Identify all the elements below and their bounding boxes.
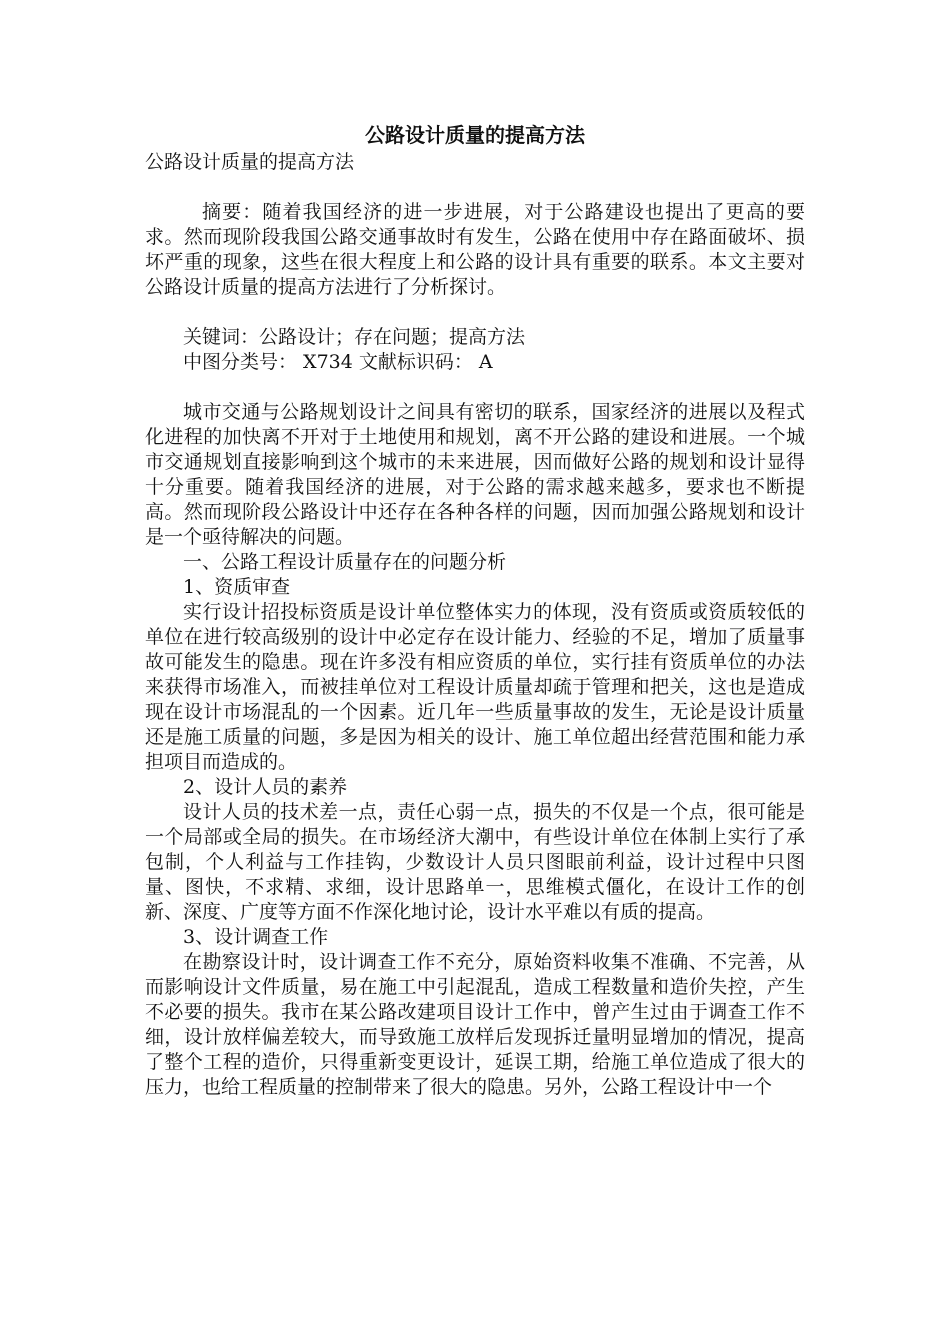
classification-line: 中图分类号： X734 文献标识码： A bbox=[183, 351, 493, 373]
subsection-body-3: 在勘察设计时，设计调查工作不充分，原始资料收集不准确、不完善，从而影响设计文件质量，易在施工中引起混乱，造成工程数量和造价失控，产生不必要的损失。我市在某公路改建项目设计工作中，曾产生过由于调查工作不细，设计放样偏差较大，而导致施工放样后发现拆迁量明显增加的情况，提高了整个工程的造价，只得重新变更设计，延误工期，给施工单位造成了很大的压力，也给工程质量的控制带来了很大的隐患。另外，公路工程设计中一个 bbox=[145, 951, 805, 1098]
abstract-paragraph: 摘要：随着我国经济的进一步进展，对于公路建设也提出了更高的要求。然而现阶段我国公路交通事故时有发生，公路在使用中存在路面破坏、损坏严重的现象，这些在很大程度上和公路的设计具有重要的联系。本文主要对公路设计质量的提高方法进行了分析探讨。 bbox=[145, 201, 805, 298]
section-heading-1: 一、公路工程设计质量存在的问题分析 bbox=[183, 551, 507, 573]
keywords-line: 关键词：公路设计；存在问题；提高方法 bbox=[183, 326, 526, 348]
subsection-body-2: 设计人员的技术差一点，责任心弱一点，损失的不仅是一个点，很可能是一个局部或全局的损失。在市场经济大潮中，有些设计单位在体制上实行了承包制，个人利益与工作挂钩，少数设计人员只图眼前利益，设计过程中只图量、图快，不求精、求细，设计思路单一，思维模式僵化，在设计工作的创新、深度、广度等方面不作深化地讨论，设计水平难以有质的提高。 bbox=[145, 801, 805, 923]
intro-paragraph: 城市交通与公路规划设计之间具有密切的联系，国家经济的进展以及程式化进程的加快离不开对于土地使用和规划，离不开公路的建设和进展。一个城市交通规划直接影响到这个城市的未来进展，因而做好公路的规划和设计显得十分重要。随着我国经济的进展，对于公路的需求越来越多，要求也不断提高。然而现阶段公路设计中还存在各种各样的问题，因而加强公路规划和设计是一个亟待解决的问题。 bbox=[145, 401, 805, 548]
document-subtitle: 公路设计质量的提高方法 bbox=[145, 151, 355, 173]
subsection-heading-2: 2、设计人员的素养 bbox=[183, 776, 348, 798]
subsection-body-1: 实行设计招投标资质是设计单位整体实力的体现，没有资质或资质较低的单位在进行较高级别的设计中必定存在设计能力、经验的不足，增加了质量事故可能发生的隐患。现在许多没有相应资质的单位，实行挂有资质单位的办法来获得市场准入，而被挂单位对工程设计质量却疏于管理和把关，这也是造成现在设计市场混乱的一个因素。近几年一些质量事故的发生，无论是设计质量还是施工质量的问题，多是因为相关的设计、施工单位超出经营范围和能力承担项目而造成的。 bbox=[145, 601, 805, 773]
subsection-heading-3: 3、设计调查工作 bbox=[183, 926, 329, 948]
document-title: 公路设计质量的提高方法 bbox=[365, 123, 585, 147]
subsection-heading-1: 1、资质审查 bbox=[183, 576, 291, 598]
